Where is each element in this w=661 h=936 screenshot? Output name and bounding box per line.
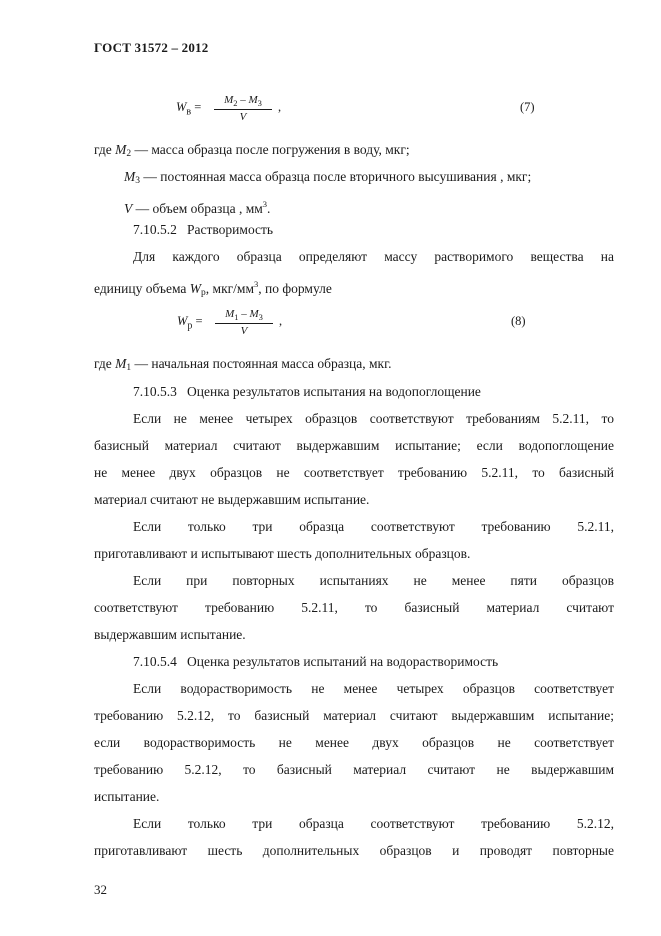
formula-7-numerator: $M_2 - M_3$ [214, 94, 272, 110]
formula-8 [177, 310, 577, 344]
para-solubility-line-1: Для каждого образца определяют массу растворимого вещества на [133, 249, 614, 264]
para-c-line-2: соответствуют требованию 5.2.11, то базисный материал считают [94, 600, 614, 615]
section-7-10-5-3: 7.10.5.3 Оценка результатов испытания на водопоглощение [133, 384, 481, 399]
formula-8-lhs: $W_р$ = [177, 314, 203, 332]
section-7-10-5-2: 7.10.5.2 Растворимость [133, 222, 274, 237]
para-d-line-4: требованию 5.2.12, то базисный материал считают не выдержавшим [94, 762, 614, 777]
formula-7-lhs: $W_в$ = [176, 100, 202, 118]
para-d-line-5: испытание. [94, 789, 160, 804]
para-a-line-2: базисный материал считают выдержавшим испытание; если водопоглощение [94, 438, 614, 453]
page-number: 32 [94, 882, 107, 897]
where-m1: где $M_1$ — начальная постоянная масса образца, мкг. [94, 356, 392, 373]
formula-7 [176, 96, 576, 130]
formula-7-number: (7) [520, 100, 535, 114]
para-b-line-2: приготавливают и испытывают шесть дополнительных образцов. [94, 546, 471, 561]
para-a-line-1: Если не менее четырех образцов соответствуют требованиям 5.2.11, то [133, 411, 614, 426]
para-e-line-2: приготавливают шесть дополнительных образцов и проводят повторные [94, 843, 614, 858]
para-d-line-2: требованию 5.2.12, то базисный материал считают выдержавшим испытание; [94, 708, 614, 723]
para-b-line-1: Если только три образца соответствуют требованию 5.2.11, [133, 519, 614, 534]
para-e-line-1: Если только три образца соответствуют требованию 5.2.12, [133, 816, 614, 831]
formula-7-comma: , [278, 100, 282, 114]
where-m2: где $M_2$ — масса образца после погружения в воду, мкг; [94, 142, 410, 159]
document-header: ГОСТ 31572 – 2012 [94, 40, 209, 55]
where-m3: $M_3$ — постоянная масса образца после вторичного высушивания , мкг; [124, 169, 532, 186]
formula-8-number: (8) [511, 314, 526, 328]
formula-8-denominator: V [240, 325, 248, 338]
formula-8-fraction [215, 308, 273, 337]
para-c-line-3: выдержавшим испытание. [94, 627, 246, 642]
where-v: V — объем образца , $мм^3$. [124, 199, 271, 216]
para-a-line-3: не менее двух образцов не соответствует требованию 5.2.11, то базисный [94, 465, 614, 480]
para-a-line-4: материал считают не выдержавшим испытание. [94, 492, 370, 507]
formula-8-numerator: $M_1 - M_3$ [215, 308, 273, 324]
formula-8-comma: , [279, 314, 283, 328]
formula-7-denominator: V [239, 111, 247, 124]
para-d-line-3: если водорастворимость не менее двух образцов не соответствует [94, 735, 614, 750]
para-c-line-1: Если при повторных испытаниях не менее пяти образцов [133, 573, 614, 588]
formula-7-fraction [214, 94, 272, 123]
section-7-10-5-4: 7.10.5.4 Оценка результатов испытаний на водорастворимость [133, 654, 499, 669]
para-d-line-1: Если водорастворимость не менее четырех образцов соответствует [133, 681, 614, 696]
para-solubility-line-2: единицу объема $W_р$, мкг/$мм^3$, по формуле [94, 279, 332, 298]
